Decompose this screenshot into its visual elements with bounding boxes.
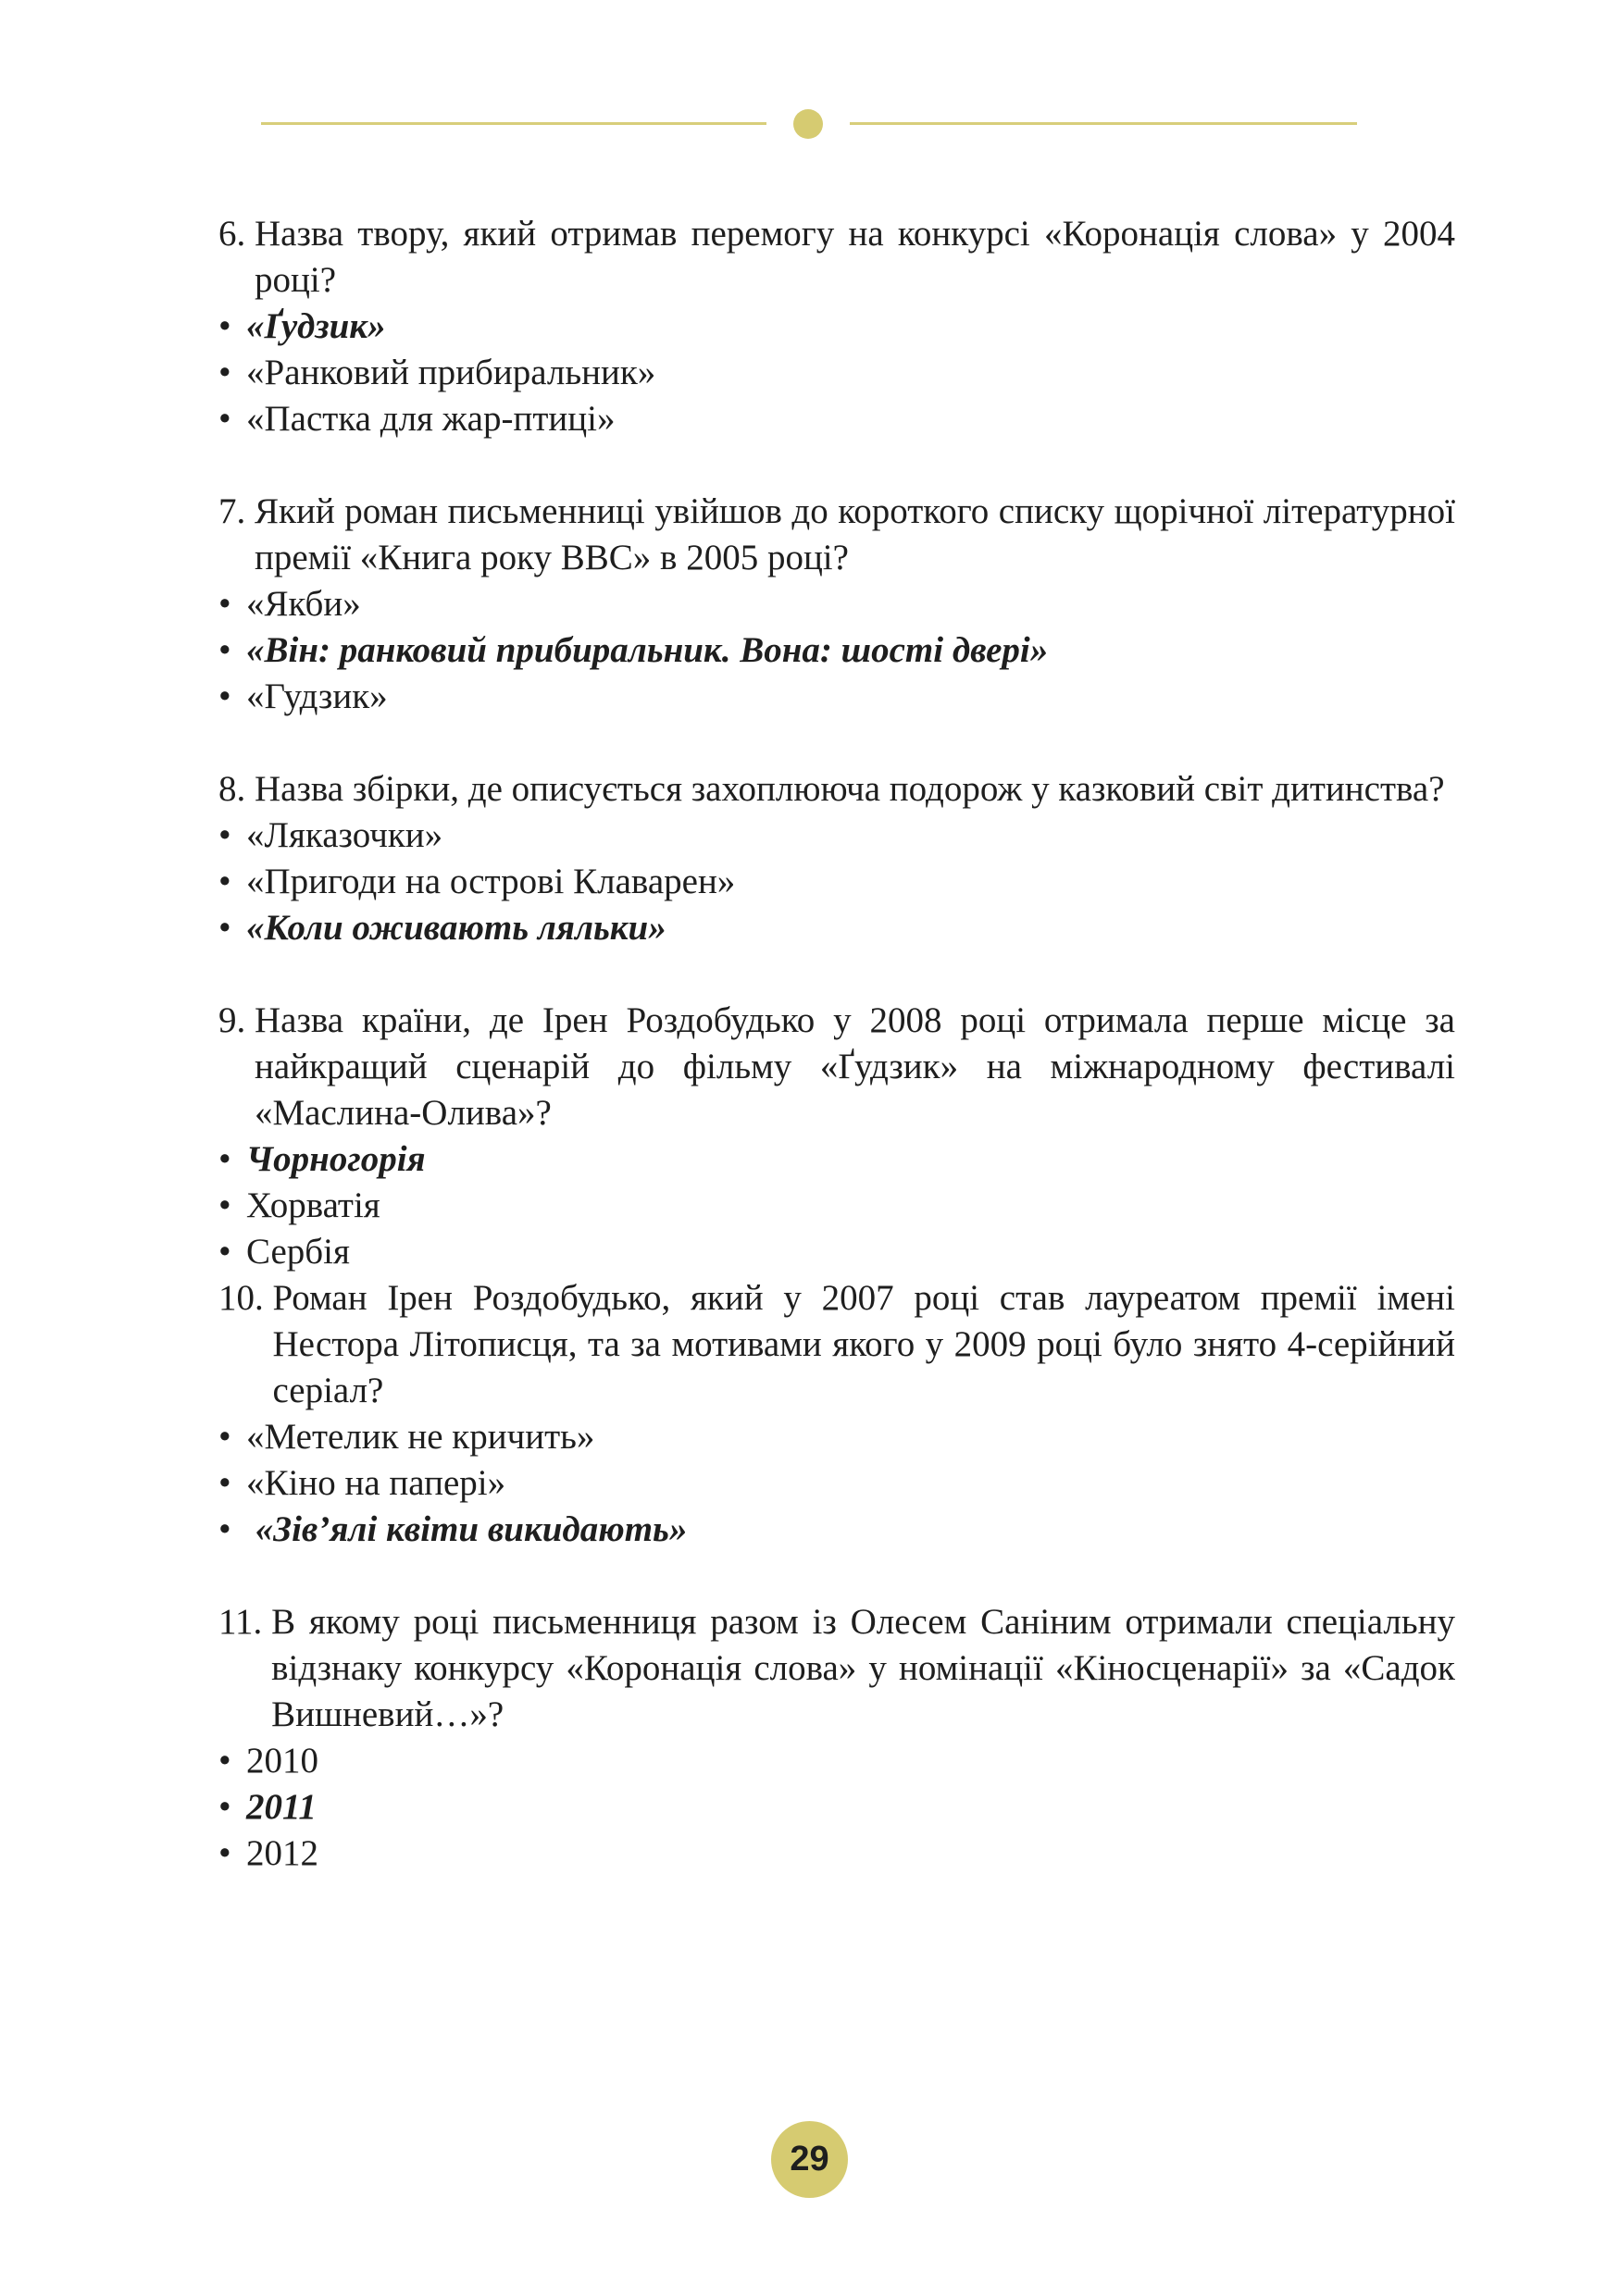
- question-10: [218, 1275, 1455, 1414]
- ornament-dot: [793, 109, 823, 139]
- bullet: •: [218, 1463, 231, 1503]
- bullet: •: [218, 1787, 231, 1827]
- question-text: Роман Ірен Роздобудько, який у 2007 році став лауреатом премії імені Нестора Літописця, та за мотивами якого у 2009 році було знято 4-серійний серіал?: [272, 1278, 1455, 1410]
- question-text: Назва твору, який отримав перемогу на конкурсі «Коронація слова» у 2004 році?: [255, 214, 1455, 300]
- answer-item: [218, 1507, 1455, 1553]
- question-11: [218, 1599, 1455, 1738]
- page-number-badge: [771, 2121, 848, 2198]
- question-6: [218, 211, 1455, 304]
- spacer: [218, 1553, 1455, 1599]
- question-number: 10.: [218, 1278, 273, 1318]
- bullet: •: [218, 1833, 231, 1873]
- ornament-line-right: [850, 122, 1357, 125]
- answer-item: [218, 581, 1455, 627]
- answer-item: [218, 1738, 1455, 1784]
- question-text: Назва збірки, де описується захоплююча подорож у казковий світ дитинства?: [255, 769, 1445, 809]
- answer-text: «Ґудзик»: [246, 306, 386, 346]
- answer-text: «Пригоди на острові Клаварен»: [246, 862, 736, 901]
- answer-item: [218, 905, 1455, 951]
- bullet: •: [218, 630, 231, 670]
- bullet: •: [218, 1509, 231, 1549]
- spacer: [218, 951, 1455, 998]
- answer-text: 2011: [246, 1787, 317, 1827]
- question-text: Назва країни, де Ірен Роздобудько у 2008 році отримала перше місце за найкращий сценарій до фільму «Ґудзик» на міжнародному фестивалі «Маслина-Олива»?: [255, 1000, 1455, 1133]
- bullet: •: [218, 1741, 231, 1781]
- answer-item: [218, 1414, 1455, 1460]
- spacer: [218, 442, 1455, 489]
- bullet: •: [218, 908, 231, 948]
- answer-item: [218, 1136, 1455, 1183]
- question-text: Який роман письменниці увійшов до короткого списку щорічної літературної премії «Книга року ВВС» в 2005 році?: [255, 491, 1455, 577]
- header-ornament: [0, 109, 1619, 137]
- answer-text: «Якби»: [246, 584, 361, 624]
- answer-text: Хорватія: [246, 1185, 380, 1225]
- answer-text: «Зів’ялі квіти викидають»: [246, 1509, 688, 1549]
- answer-text: «Ляказочки»: [246, 815, 443, 855]
- answer-text: «Коли оживають ляльки»: [246, 908, 666, 948]
- bullet: •: [218, 862, 231, 901]
- page-number: 29: [790, 2140, 829, 2178]
- answer-text: «Пастка для жар-птиці»: [246, 399, 616, 439]
- question-number: 11.: [218, 1602, 272, 1642]
- bullet: •: [218, 584, 231, 624]
- answer-text: 2010: [246, 1741, 318, 1781]
- question-number: 9.: [218, 1000, 255, 1040]
- answer-item: [218, 304, 1455, 350]
- bullet: •: [218, 399, 231, 439]
- answer-item: [218, 350, 1455, 396]
- answer-item: [218, 859, 1455, 905]
- answer-item: [218, 813, 1455, 859]
- question-8: [218, 766, 1455, 813]
- answer-item: [218, 1831, 1455, 1877]
- question-9: [218, 998, 1455, 1136]
- bullet: •: [218, 353, 231, 392]
- answer-item: [218, 1784, 1455, 1831]
- answer-item: [218, 627, 1455, 674]
- bullet: •: [218, 815, 231, 855]
- bullet: •: [218, 1232, 231, 1272]
- answer-item: [218, 674, 1455, 720]
- answer-text: 2012: [246, 1833, 318, 1873]
- answer-text: «Метелик не кричить»: [246, 1417, 595, 1457]
- ornament-line-left: [261, 122, 766, 125]
- answer-item: [218, 1460, 1455, 1507]
- question-number: 8.: [218, 769, 255, 809]
- spacer: [218, 720, 1455, 766]
- answer-text: «Гудзик»: [246, 676, 388, 716]
- answer-text: Чорногорія: [246, 1139, 426, 1179]
- bullet: •: [218, 1185, 231, 1225]
- quiz-content: [218, 211, 1455, 1877]
- question-text: В якому році письменниця разом із Олесем Саніним отримали спеціальну відзнаку конкурсу «Коронація слова» у номінації «Кіносценарії» за «Садок Вишневий…»?: [271, 1602, 1455, 1734]
- answer-text: Сербія: [246, 1232, 350, 1272]
- answer-text: «Він: ранковий прибиральник. Вона: шості двері»: [246, 630, 1049, 670]
- question-number: 7.: [218, 491, 255, 531]
- bullet: •: [218, 1139, 231, 1179]
- bullet: •: [218, 676, 231, 716]
- answer-item: [218, 1183, 1455, 1229]
- bullet: •: [218, 306, 231, 346]
- answer-item: [218, 1229, 1455, 1275]
- answer-item: [218, 396, 1455, 442]
- answer-text: «Ранковий прибиральник»: [246, 353, 656, 392]
- answer-text: «Кіно на папері»: [246, 1463, 506, 1503]
- question-7: [218, 489, 1455, 581]
- question-number: 6.: [218, 214, 255, 254]
- bullet: •: [218, 1417, 231, 1457]
